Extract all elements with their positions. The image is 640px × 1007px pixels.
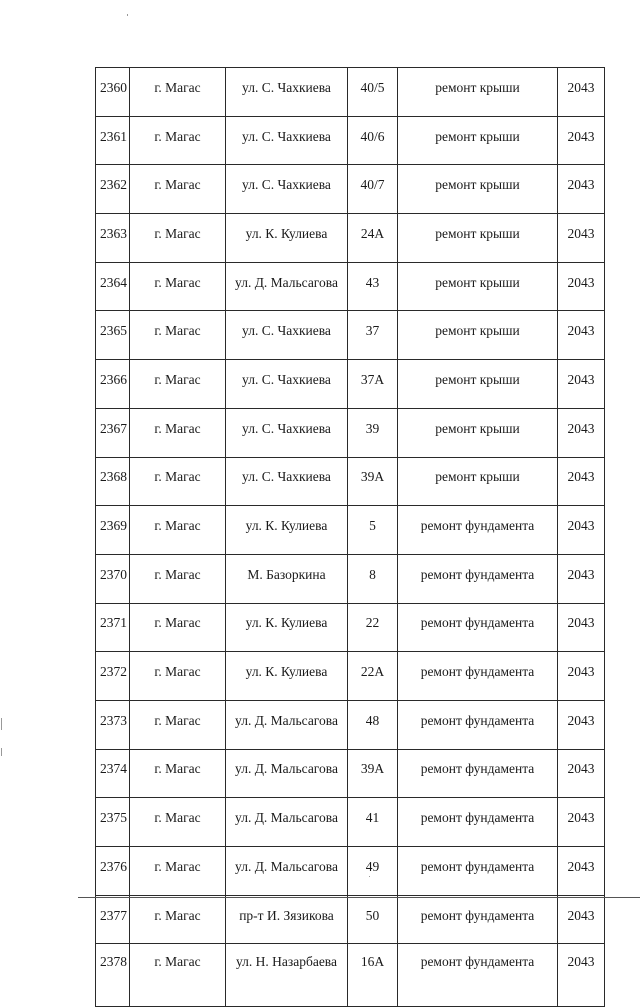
- cell-year: 2043: [558, 749, 605, 798]
- cell-city: г. Магас: [130, 360, 226, 409]
- cell-house-number: 49: [348, 847, 398, 896]
- cell-work-type: ремонт фундамента: [398, 749, 558, 798]
- cell-house-number: 40/7: [348, 165, 398, 214]
- cell-street: ул. К. Кулиева: [226, 652, 348, 701]
- cell-street: пр-т И. Зязикова: [226, 895, 348, 944]
- cell-year: 2043: [558, 895, 605, 944]
- table-row: [96, 749, 605, 798]
- table-row: [96, 506, 605, 555]
- cell-row-number: 2374: [96, 749, 130, 798]
- cell-city: г. Магас: [130, 798, 226, 847]
- cell-year: 2043: [558, 554, 605, 603]
- table-row: [96, 214, 605, 263]
- cell-work-type: ремонт фундамента: [398, 554, 558, 603]
- cell-street: ул. С. Чахкиева: [226, 68, 348, 117]
- table-row: [96, 652, 605, 701]
- cell-work-type: ремонт фундамента: [398, 700, 558, 749]
- cell-street: М. Базоркина: [226, 554, 348, 603]
- cell-year: 2043: [558, 116, 605, 165]
- cell-work-type: ремонт крыши: [398, 457, 558, 506]
- cell-year: 2043: [558, 311, 605, 360]
- table-row: [96, 360, 605, 409]
- cell-work-type: ремонт крыши: [398, 360, 558, 409]
- cell-city: г. Магас: [130, 262, 226, 311]
- cell-city: г. Магас: [130, 311, 226, 360]
- cell-house-number: 41: [348, 798, 398, 847]
- cell-year: 2043: [558, 798, 605, 847]
- cell-street: ул. С. Чахкиева: [226, 311, 348, 360]
- table-row: [96, 700, 605, 749]
- cell-street: ул. С. Чахкиева: [226, 116, 348, 165]
- cell-city: г. Магас: [130, 603, 226, 652]
- cell-house-number: 48: [348, 700, 398, 749]
- cell-year: 2043: [558, 68, 605, 117]
- table-row: [96, 603, 605, 652]
- cell-work-type: ремонт фундамента: [398, 798, 558, 847]
- cell-work-type: ремонт фундамента: [398, 895, 558, 944]
- table-row: [96, 895, 605, 944]
- cell-row-number: 2378: [96, 944, 130, 1007]
- cell-year: 2043: [558, 165, 605, 214]
- cell-work-type: ремонт фундамента: [398, 847, 558, 896]
- cell-work-type: ремонт фундамента: [398, 506, 558, 555]
- cell-street: ул. Д. Мальсагова: [226, 700, 348, 749]
- table-body: [96, 68, 605, 1007]
- cell-row-number: 2361: [96, 116, 130, 165]
- cell-work-type: ремонт крыши: [398, 408, 558, 457]
- cell-row-number: 2375: [96, 798, 130, 847]
- cell-street: ул. Д. Мальсагова: [226, 262, 348, 311]
- cell-year: 2043: [558, 506, 605, 555]
- cell-year: 2043: [558, 408, 605, 457]
- table-row: [96, 847, 605, 896]
- table-row: [96, 262, 605, 311]
- cell-house-number: 39А: [348, 749, 398, 798]
- cell-street: ул. С. Чахкиева: [226, 360, 348, 409]
- table-row: [96, 554, 605, 603]
- cell-city: г. Магас: [130, 944, 226, 1007]
- table-row: [96, 165, 605, 214]
- cell-street: ул. Д. Мальсагова: [226, 798, 348, 847]
- table-row: [96, 68, 605, 117]
- cell-house-number: 8: [348, 554, 398, 603]
- cell-row-number: 2369: [96, 506, 130, 555]
- cell-street: ул. С. Чахкиева: [226, 408, 348, 457]
- housing-repair-table: [95, 67, 605, 1007]
- cell-year: 2043: [558, 700, 605, 749]
- cell-work-type: ремонт крыши: [398, 214, 558, 263]
- cell-year: 2043: [558, 214, 605, 263]
- cell-row-number: 2366: [96, 360, 130, 409]
- cell-house-number: 39А: [348, 457, 398, 506]
- cell-house-number: 24А: [348, 214, 398, 263]
- cell-house-number: 37: [348, 311, 398, 360]
- cell-house-number: 39: [348, 408, 398, 457]
- cell-work-type: ремонт крыши: [398, 165, 558, 214]
- cell-city: г. Магас: [130, 214, 226, 263]
- cell-city: г. Магас: [130, 895, 226, 944]
- cell-row-number: 2364: [96, 262, 130, 311]
- scan-edge-mark: [1, 718, 2, 730]
- cell-work-type: ремонт фундамента: [398, 652, 558, 701]
- cell-street: ул. Д. Мальсагова: [226, 847, 348, 896]
- cell-house-number: 16А: [348, 944, 398, 1007]
- table-row: [96, 798, 605, 847]
- cell-row-number: 2367: [96, 408, 130, 457]
- cell-street: ул. К. Кулиева: [226, 506, 348, 555]
- cell-year: 2043: [558, 262, 605, 311]
- cell-row-number: 2371: [96, 603, 130, 652]
- cell-house-number: 40/5: [348, 68, 398, 117]
- cell-street: ул. С. Чахкиева: [226, 457, 348, 506]
- cell-city: г. Магас: [130, 68, 226, 117]
- cell-row-number: 2376: [96, 847, 130, 896]
- cell-city: г. Магас: [130, 116, 226, 165]
- cell-city: г. Магас: [130, 457, 226, 506]
- page-bottom-rule: [78, 897, 640, 898]
- table-row: [96, 457, 605, 506]
- cell-street: ул. Д. Мальсагова: [226, 749, 348, 798]
- cell-year: 2043: [558, 603, 605, 652]
- cell-row-number: 2362: [96, 165, 130, 214]
- cell-work-type: ремонт фундамента: [398, 603, 558, 652]
- cell-work-type: ремонт фундамента: [398, 944, 558, 1007]
- cell-house-number: 22А: [348, 652, 398, 701]
- cell-row-number: 2373: [96, 700, 130, 749]
- cell-row-number: 2368: [96, 457, 130, 506]
- table-row: [96, 944, 605, 1007]
- cell-work-type: ремонт крыши: [398, 68, 558, 117]
- cell-row-number: 2360: [96, 68, 130, 117]
- cell-house-number: 43: [348, 262, 398, 311]
- scan-speck: [369, 876, 370, 877]
- cell-row-number: 2372: [96, 652, 130, 701]
- cell-work-type: ремонт крыши: [398, 262, 558, 311]
- cell-row-number: 2377: [96, 895, 130, 944]
- cell-work-type: ремонт крыши: [398, 116, 558, 165]
- table-row: [96, 408, 605, 457]
- cell-row-number: 2365: [96, 311, 130, 360]
- cell-work-type: ремонт крыши: [398, 311, 558, 360]
- cell-house-number: 37А: [348, 360, 398, 409]
- cell-year: 2043: [558, 457, 605, 506]
- cell-city: г. Магас: [130, 652, 226, 701]
- scan-edge-mark: [1, 748, 2, 756]
- cell-year: 2043: [558, 847, 605, 896]
- cell-city: г. Магас: [130, 165, 226, 214]
- cell-city: г. Магас: [130, 749, 226, 798]
- cell-city: г. Магас: [130, 700, 226, 749]
- cell-street: ул. Н. Назарбаева: [226, 944, 348, 1007]
- cell-house-number: 40/6: [348, 116, 398, 165]
- table-row: [96, 116, 605, 165]
- cell-city: г. Магас: [130, 506, 226, 555]
- cell-city: г. Магас: [130, 408, 226, 457]
- cell-year: 2043: [558, 360, 605, 409]
- cell-year: 2043: [558, 652, 605, 701]
- scan-speck: [127, 14, 128, 16]
- cell-house-number: 5: [348, 506, 398, 555]
- cell-street: ул. К. Кулиева: [226, 603, 348, 652]
- table-row: [96, 311, 605, 360]
- cell-street: ул. К. Кулиева: [226, 214, 348, 263]
- cell-house-number: 50: [348, 895, 398, 944]
- cell-house-number: 22: [348, 603, 398, 652]
- cell-row-number: 2363: [96, 214, 130, 263]
- cell-year: 2043: [558, 944, 605, 1007]
- cell-row-number: 2370: [96, 554, 130, 603]
- cell-street: ул. С. Чахкиева: [226, 165, 348, 214]
- cell-city: г. Магас: [130, 554, 226, 603]
- cell-city: г. Магас: [130, 847, 226, 896]
